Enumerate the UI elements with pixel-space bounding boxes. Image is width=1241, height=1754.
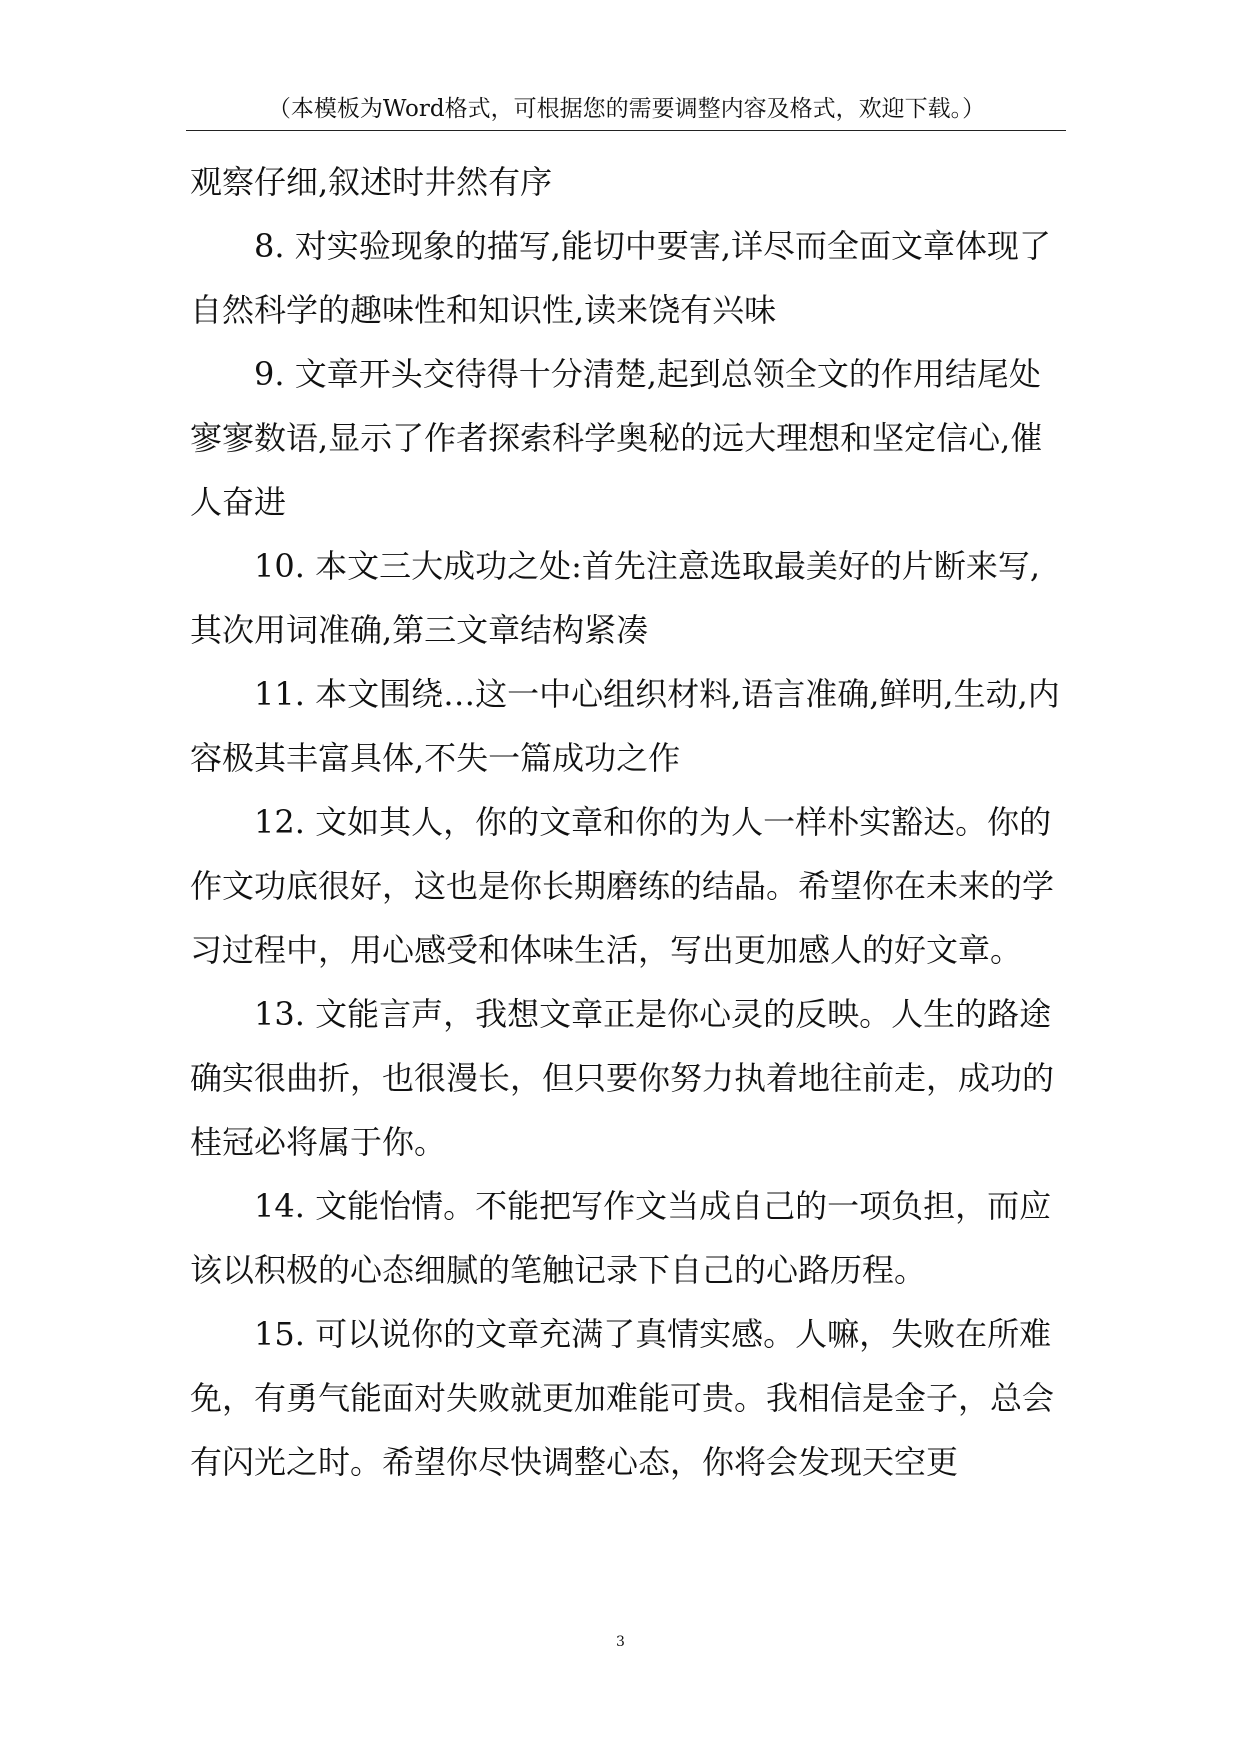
paragraph-item-12: 12. 文如其人，你的文章和你的为人一样朴实豁达。你的作文功底很好，这也是你长期磨练的结晶。希望你在未来的学习过程中，用心感受和体味生活，写出更加感人的好文章。 (190, 803, 1055, 969)
document-body (190, 150, 1062, 1494)
paragraph-item-14: 14. 文能怡情。不能把写作文当成自己的一项负担，而应该以积极的心态细腻的笔触记录下自己的心路历程。 (190, 1187, 1052, 1289)
paragraph-item-15: 15. 可以说你的文章充满了真情实感。人嘛，失败在所难免，有勇气能面对失败就更加难能可贵。我相信是金子，总会有闪光之时。希望你尽快调整心态，你将会发现天空更 (190, 1315, 1055, 1481)
paragraph-item-11: 11. 本文围绕…这一中心组织材料,语言准确,鲜明,生动,内容极其丰富具体,不失一篇成功之作 (190, 675, 1060, 777)
paragraph-item-13: 13. 文能言声，我想文章正是你心灵的反映。人生的路途确实很曲折，也很漫长，但只要你努力执着地往前走，成功的桂冠必将属于你。 (190, 995, 1055, 1161)
page-number: 3 (616, 1634, 625, 1650)
header-divider (186, 130, 1066, 131)
paragraph-item-10: 10. 本文三大成功之处:首先注意选取最美好的片断来写,其次用词准确,第三文章结构紧凑 (190, 547, 1041, 649)
paragraph-continuation: 观察仔细,叙述时井然有序 (190, 163, 553, 201)
paragraph-item-9: 9. 文章开头交待得十分清楚,起到总领全文的作用结尾处寥寥数语,显示了作者探索科学奥秘的远大理想和坚定信心,催人奋进 (190, 355, 1043, 521)
document-header-note: （本模板为Word格式，可根据您的需要调整内容及格式，欢迎下载。） (267, 96, 986, 122)
paragraph-item-8: 8. 对实验现象的描写,能切中要害,详尽而全面文章体现了自然科学的趣味性和知识性,读来饶有兴味 (190, 227, 1052, 329)
